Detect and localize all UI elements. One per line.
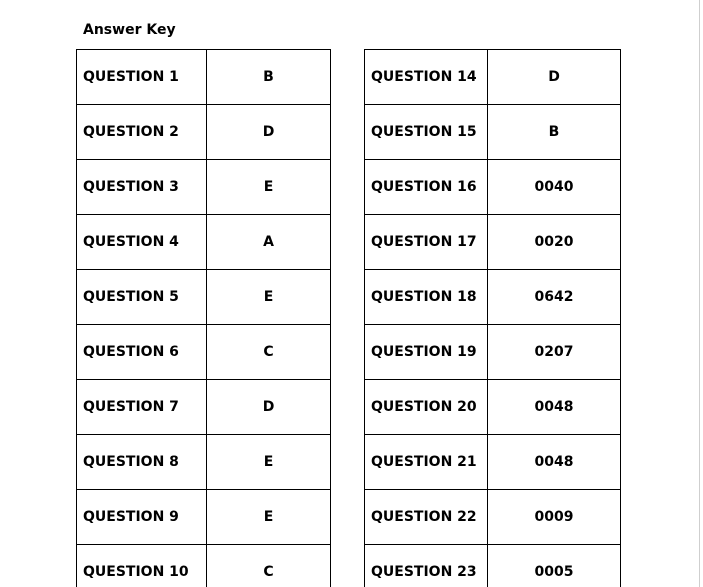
table-row — [365, 380, 621, 435]
question-cell: QUESTION 15 — [365, 105, 488, 160]
question-cell: QUESTION 9 — [77, 490, 207, 545]
answer-cell: E — [207, 490, 331, 545]
answer-cell: B — [488, 105, 621, 160]
answer-cell: D — [207, 380, 331, 435]
table-row — [77, 435, 331, 490]
question-cell: QUESTION 6 — [77, 325, 207, 380]
answer-table-left — [76, 49, 331, 587]
table-row — [77, 380, 331, 435]
table-row — [77, 50, 331, 105]
answer-cell: E — [207, 435, 331, 490]
table-row — [365, 490, 621, 545]
question-cell: QUESTION 16 — [365, 160, 488, 215]
answer-table-right — [364, 49, 621, 587]
table-row — [77, 490, 331, 545]
answer-cell: 0048 — [488, 380, 621, 435]
table-row — [365, 325, 621, 380]
table-row — [77, 270, 331, 325]
table-row — [77, 160, 331, 215]
answer-cell: 0040 — [488, 160, 621, 215]
question-cell: QUESTION 19 — [365, 325, 488, 380]
answer-cell: E — [207, 270, 331, 325]
table-row — [365, 270, 621, 325]
question-cell: QUESTION 1 — [77, 50, 207, 105]
answer-cell: E — [207, 160, 331, 215]
answer-cell: C — [207, 325, 331, 380]
answer-cell: 0020 — [488, 215, 621, 270]
answer-cell: 0005 — [488, 545, 621, 587]
question-cell: QUESTION 10 — [77, 545, 207, 587]
question-cell: QUESTION 2 — [77, 105, 207, 160]
question-cell: QUESTION 21 — [365, 435, 488, 490]
question-cell: QUESTION 17 — [365, 215, 488, 270]
document-title: Answer Key — [83, 22, 176, 38]
answer-cell: 0642 — [488, 270, 621, 325]
answer-cell: A — [207, 215, 331, 270]
answer-cell: 0009 — [488, 490, 621, 545]
table-row — [365, 545, 621, 587]
question-cell: QUESTION 22 — [365, 490, 488, 545]
answer-cell: 0207 — [488, 325, 621, 380]
question-cell: QUESTION 8 — [77, 435, 207, 490]
table-row — [77, 545, 331, 587]
question-cell: QUESTION 5 — [77, 270, 207, 325]
table-row — [365, 435, 621, 490]
question-cell: QUESTION 4 — [77, 215, 207, 270]
page-edge-divider — [699, 0, 700, 587]
table-row — [365, 50, 621, 105]
answer-cell: C — [207, 545, 331, 587]
question-cell: QUESTION 7 — [77, 380, 207, 435]
question-cell: QUESTION 20 — [365, 380, 488, 435]
answer-cell: D — [488, 50, 621, 105]
answer-cell: D — [207, 105, 331, 160]
question-cell: QUESTION 23 — [365, 545, 488, 587]
table-row — [365, 105, 621, 160]
table-row — [77, 105, 331, 160]
question-cell: QUESTION 3 — [77, 160, 207, 215]
question-cell: QUESTION 18 — [365, 270, 488, 325]
answer-cell: B — [207, 50, 331, 105]
table-row — [365, 160, 621, 215]
answer-cell: 0048 — [488, 435, 621, 490]
table-row — [77, 215, 331, 270]
table-row — [77, 325, 331, 380]
table-row — [365, 215, 621, 270]
question-cell: QUESTION 14 — [365, 50, 488, 105]
